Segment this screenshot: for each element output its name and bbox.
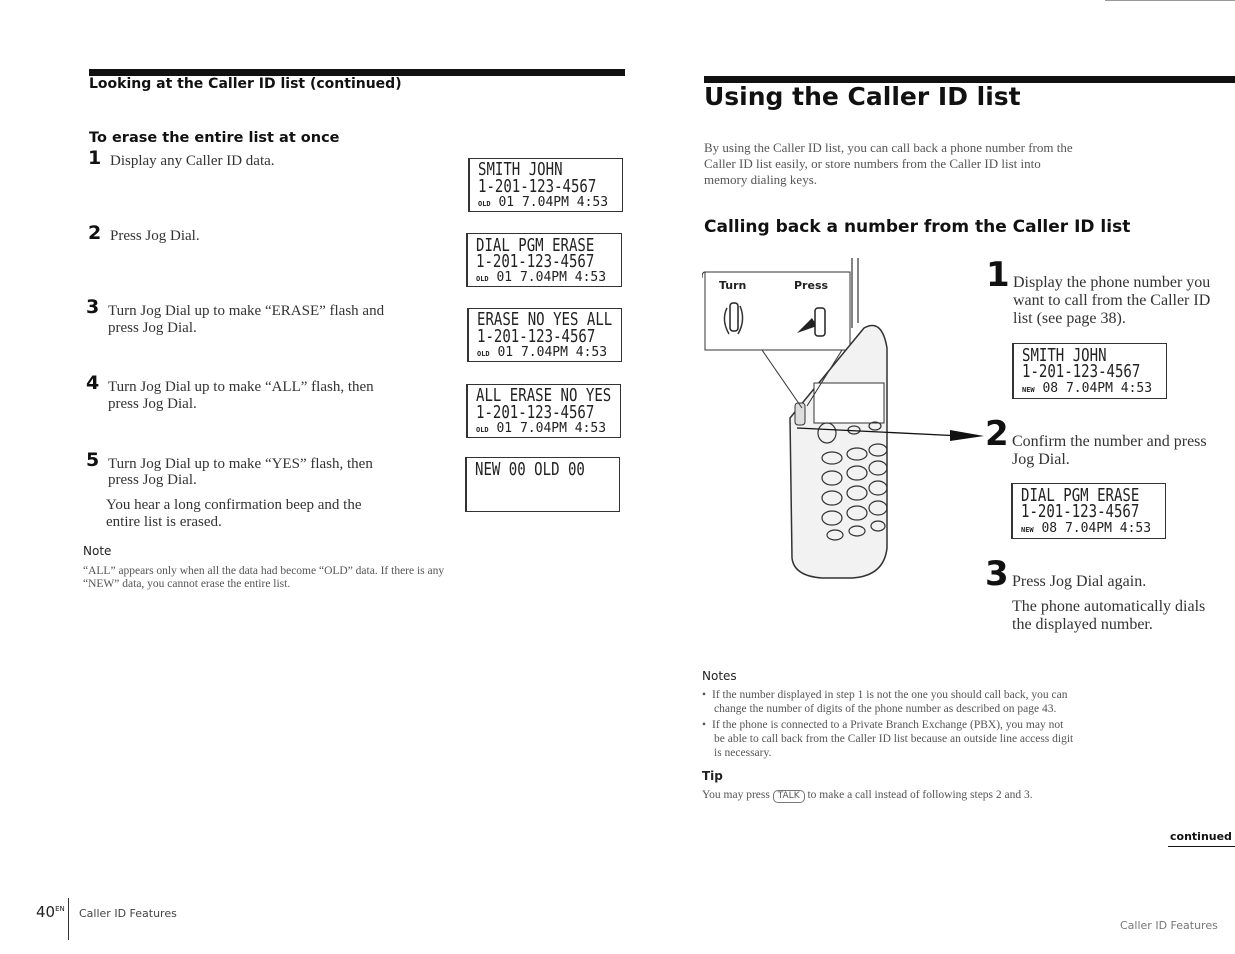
- lcd-line3: [1021, 522, 1151, 537]
- lcd-tag: OLD: [476, 275, 489, 283]
- note1: [702, 688, 1067, 702]
- note1-line1: If the number displayed in step 1 is not the one you should call back, you can: [712, 689, 1068, 701]
- step-4-number: 4: [86, 372, 100, 394]
- lcd-display-1: [468, 158, 623, 212]
- bullet-icon: •: [702, 689, 707, 701]
- lcd-time: 01 7.04PM 4:53: [496, 270, 607, 285]
- page-number: [36, 903, 65, 921]
- phone-illustration: [702, 258, 1002, 588]
- page-title: Using the Caller ID list: [704, 82, 1021, 111]
- left-subheading: To erase the entire list at once: [89, 130, 340, 146]
- lcd-line3: [478, 196, 608, 211]
- step-2-text: Press Jog Dial.: [110, 228, 200, 244]
- lcd-display-5: [465, 457, 620, 512]
- step-3-text-line1: Turn Jog Dial up to make “ERASE” flash and: [108, 303, 385, 319]
- lcd-line1: DIAL PGM ERASE: [1021, 485, 1140, 506]
- lcd-tag: NEW: [1021, 526, 1034, 534]
- step-1-text: Display any Caller ID data.: [110, 153, 275, 169]
- lcd-time: 08 7.04PM 4:53: [1042, 381, 1153, 396]
- right-step-3-number: 3: [985, 554, 1009, 594]
- right-step-3-line2: The phone automatically dials: [1012, 598, 1206, 615]
- left-footer-label: Caller ID Features: [79, 907, 177, 920]
- lcd-tag: OLD: [477, 350, 490, 358]
- right-lcd-display-2: [1011, 483, 1166, 539]
- step-4-text-line2: press Jog Dial.: [108, 396, 197, 412]
- step-5-number: 5: [86, 449, 100, 471]
- notes-heading: Notes: [702, 669, 737, 683]
- lcd-line2: 1-201-123-4567: [476, 251, 595, 272]
- lcd-tag: OLD: [476, 426, 489, 434]
- intro-line1: By using the Caller ID list, you can call back a phone number from the: [704, 140, 1073, 155]
- footer-divider: [68, 898, 69, 940]
- right-step-3-line1: Press Jog Dial again.: [1012, 573, 1147, 590]
- lcd-display-2: [466, 233, 622, 287]
- continued-underline: [1168, 846, 1235, 847]
- lcd-line3: [476, 271, 606, 286]
- lcd-line2: 1-201-123-4567: [1022, 361, 1141, 382]
- lcd-line2: 1-201-123-4567: [1021, 501, 1140, 522]
- lcd-line1: SMITH JOHN: [478, 159, 563, 180]
- lcd-line1: ERASE NO YES ALL: [477, 309, 613, 330]
- step-1-number: 1: [88, 147, 102, 169]
- lcd-tag: OLD: [478, 200, 491, 208]
- lcd-time: 08 7.04PM 4:53: [1041, 521, 1152, 536]
- left-top-rule: [89, 69, 625, 76]
- lcd-display-3: [467, 308, 622, 362]
- lcd-time: 01 7.04PM 4:53: [497, 345, 608, 360]
- right-step-1-line3: list (see page 38).: [1013, 310, 1126, 327]
- lcd-line2: 1-201-123-4567: [476, 402, 595, 423]
- right-step-1-line2: want to call from the Caller ID: [1013, 292, 1211, 309]
- right-step-2-number: 2: [985, 414, 1009, 454]
- note2: [702, 718, 1063, 732]
- tip-heading: Tip: [702, 769, 723, 783]
- intro-line3: memory dialing keys.: [704, 172, 818, 187]
- lcd-line1: DIAL PGM ERASE: [476, 235, 595, 256]
- intro-line2: Caller ID list easily, or store numbers from the Caller ID list into: [704, 156, 1041, 171]
- lcd-line1: NEW 00 OLD 00: [475, 459, 585, 480]
- right-subheading: Calling back a number from the Caller ID list: [704, 217, 1131, 237]
- note-line1: “ALL” appears only when all the data had become “OLD” data. If there is any: [83, 565, 445, 577]
- lcd-time: 01 7.04PM 4:53: [498, 195, 609, 210]
- lcd-line2: 1-201-123-4567: [477, 326, 596, 347]
- lcd-line1: SMITH JOHN: [1022, 345, 1107, 366]
- tip-after: to make a call instead of following steps 2 and 3.: [807, 789, 1033, 801]
- step-2-number: 2: [88, 222, 102, 244]
- result-line1: You hear a long confirmation beep and the: [106, 497, 362, 513]
- tip-text: [702, 788, 1033, 803]
- lcd-line3: [477, 346, 607, 361]
- talk-key-icon: TALK: [773, 790, 805, 803]
- right-step-1-number: 1: [986, 255, 1010, 295]
- lcd-time: 01 7.04PM 4:53: [496, 421, 607, 436]
- lcd-display-4: [466, 384, 621, 438]
- step-3-text-line2: press Jog Dial.: [108, 320, 197, 336]
- note2-line2: be able to call back from the Caller ID list because an outside line access digit: [714, 733, 1074, 745]
- note1-line2: change the number of digits of the phone number as described on page 43.: [714, 703, 1057, 715]
- step-3-number: 3: [86, 296, 100, 318]
- right-step-2-line1: Confirm the number and press: [1012, 433, 1207, 450]
- note2-line3: is necessary.: [714, 747, 772, 759]
- top-hairline: [1105, 0, 1235, 1]
- step-4-text-line1: Turn Jog Dial up to make “ALL” flash, then: [108, 379, 374, 395]
- note-line2: “NEW” data, you cannot erase the entire list.: [83, 578, 291, 590]
- step-5-text-line2: press Jog Dial.: [108, 472, 197, 488]
- illus-turn-label: Turn: [719, 279, 747, 292]
- result-line2: entire list is erased.: [106, 514, 222, 530]
- continued-label: continued: [1170, 830, 1232, 843]
- left-section-heading: Looking at the Caller ID list (continued): [89, 76, 402, 92]
- tip-before: You may press: [702, 789, 770, 801]
- note-heading: Note: [83, 544, 112, 558]
- right-step-3-line3: the displayed number.: [1012, 616, 1153, 633]
- step-5-text-line1: Turn Jog Dial up to make “YES” flash, then: [108, 456, 373, 472]
- lcd-line3: [476, 422, 606, 437]
- bullet-icon: •: [702, 719, 707, 731]
- lcd-line1: ALL ERASE NO YES: [476, 385, 612, 406]
- right-footer-label: Caller ID Features: [1120, 919, 1218, 932]
- right-step-1-line1: Display the phone number you: [1013, 274, 1211, 291]
- note2-line1: If the phone is connected to a Private Branch Exchange (PBX), you may not: [712, 719, 1064, 731]
- page-number-value: 40: [36, 903, 56, 921]
- lcd-line3: [1022, 382, 1152, 397]
- right-lcd-display-1: [1012, 343, 1167, 399]
- lcd-line2: 1-201-123-4567: [478, 176, 597, 197]
- phone-handset-icon: [702, 258, 1002, 588]
- illus-press-label: Press: [794, 279, 829, 292]
- lcd-tag: NEW: [1022, 386, 1035, 394]
- right-step-2-line2: Jog Dial.: [1012, 451, 1070, 468]
- page-number-suffix: EN: [55, 905, 65, 913]
